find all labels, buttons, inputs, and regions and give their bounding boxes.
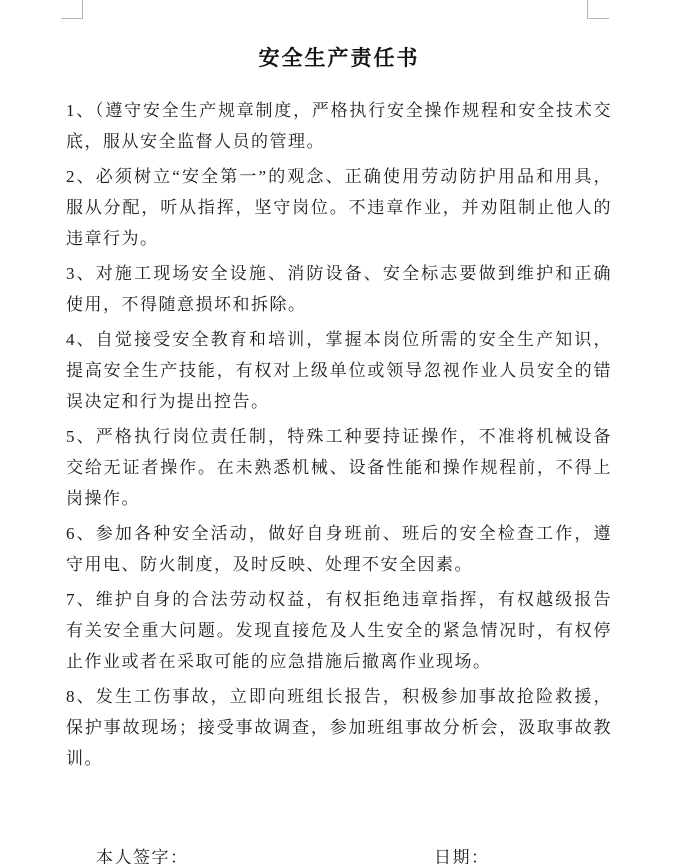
signature-label: 本人签字： bbox=[96, 848, 189, 864]
signature-row bbox=[66, 842, 612, 864]
body-paragraph-6: 6、参加各种安全活动，做好自身班前、班后的安全检查工作，遵守用电、防火制度，及时反映、处理不安全因素。 bbox=[66, 524, 612, 574]
date-label: 日期： bbox=[434, 848, 490, 864]
document-content bbox=[66, 45, 612, 864]
text-boundary-mark-top-left bbox=[61, 0, 83, 19]
body-paragraph-2: 2、必须树立“安全第一”的观念、正确使用劳动防护用品和用具，服从分配，听从指挥，坚守岗位。不违章作业，并劝阻制止他人的违章行为。 bbox=[66, 167, 612, 248]
body-paragraph-8: 8、发生工伤事故，立即向班组长报告，积极参加事故抢险救援，保护事故现场；接受事故调查，参加班组事故分析会，汲取事故教训。 bbox=[66, 687, 612, 768]
document-title: 安全生产责任书 bbox=[258, 46, 420, 70]
body-paragraph-7: 7、维护自身的合法劳动权益，有权拒绝违章指挥，有权越级报告有关安全重大问题。发现直接危及人生安全的紧急情况时，有权停止作业或者在采取可能的应急措施后撤离作业现场。 bbox=[66, 590, 612, 671]
body-paragraph-1: 1、（遵守安全生产规章制度，严格执行安全操作规程和安全技术交底，服从安全监督人员的管理。 bbox=[66, 101, 612, 151]
body-paragraph-3: 3、对施工现场安全设施、消防设备、安全标志要做到维护和正确使用，不得随意损坏和拆除。 bbox=[66, 264, 612, 314]
body-paragraph-4: 4、自觉接受安全教育和培训，掌握本岗位所需的安全生产知识，提高安全生产技能，有权对上级单位或领导忽视作业人员安全的错误决定和行为提出控告。 bbox=[66, 330, 612, 411]
text-boundary-mark-top-right bbox=[587, 0, 609, 19]
body-paragraph-5: 5、严格执行岗位责任制，特殊工种要持证操作，不准将机械设备交给无证者操作。在未熟悉机械、设备性能和操作规程前，不得上岗操作。 bbox=[66, 427, 612, 508]
